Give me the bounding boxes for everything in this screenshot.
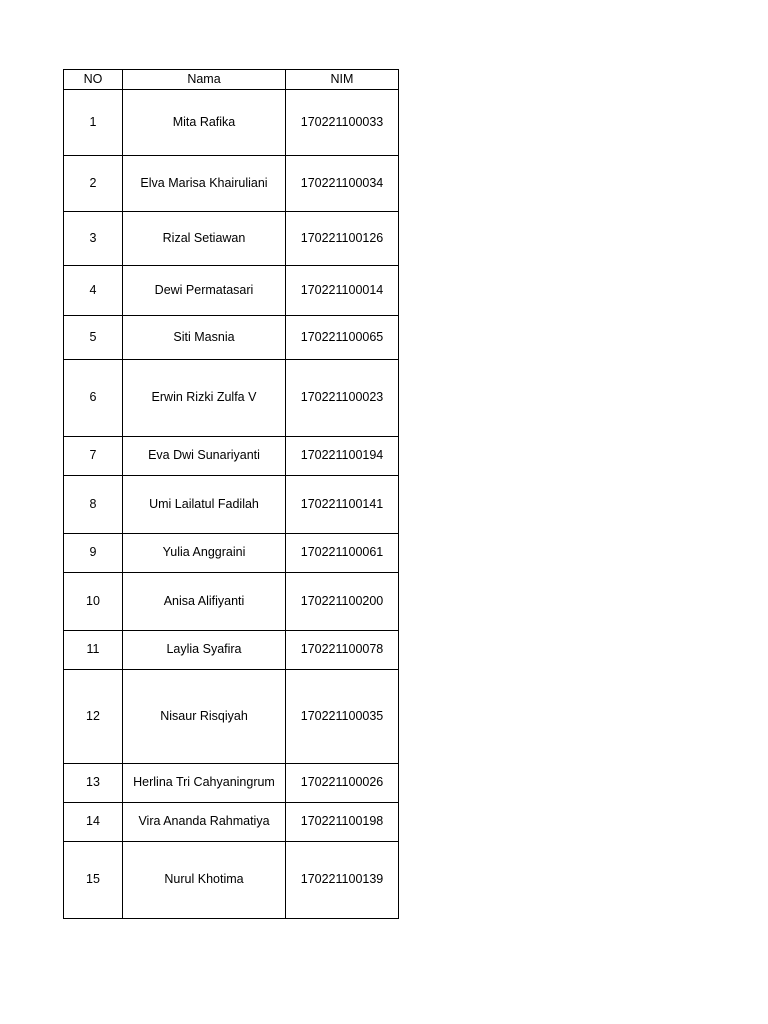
cell-nim: 170221100141 [286,476,399,534]
cell-nim: 170221100034 [286,156,399,212]
header-no: NO [64,70,123,90]
cell-no: 4 [64,266,123,316]
cell-nama: Herlina Tri Cahyaningrum [123,764,286,803]
cell-nama: Yulia Anggraini [123,534,286,573]
cell-nama: Laylia Syafira [123,631,286,670]
cell-no: 9 [64,534,123,573]
cell-nama: Anisa Alifiyanti [123,573,286,631]
table-row [64,266,399,316]
cell-nim: 170221100026 [286,764,399,803]
cell-nim: 170221100194 [286,437,399,476]
cell-nama: Dewi Permatasari [123,266,286,316]
cell-nama: Mita Rafika [123,90,286,156]
cell-nim: 170221100065 [286,316,399,360]
cell-no: 3 [64,212,123,266]
cell-no: 10 [64,573,123,631]
cell-no: 11 [64,631,123,670]
header-nim: NIM [286,70,399,90]
cell-nama: Siti Masnia [123,316,286,360]
cell-nama: Nurul Khotima [123,842,286,919]
table-row [64,212,399,266]
header-nama: Nama [123,70,286,90]
table-row [64,573,399,631]
table-row [64,764,399,803]
cell-no: 15 [64,842,123,919]
table-row [64,476,399,534]
cell-nim: 170221100033 [286,90,399,156]
cell-no: 2 [64,156,123,212]
cell-nim: 170221100035 [286,670,399,764]
table-row [64,360,399,437]
cell-nim: 170221100198 [286,803,399,842]
cell-nim: 170221100139 [286,842,399,919]
table-row [64,90,399,156]
cell-nim: 170221100061 [286,534,399,573]
table-row [64,670,399,764]
cell-nim: 170221100078 [286,631,399,670]
table-header-row [64,70,399,90]
table-row [64,842,399,919]
cell-nama: Rizal Setiawan [123,212,286,266]
student-table [63,69,399,919]
cell-no: 5 [64,316,123,360]
table-row [64,156,399,212]
cell-no: 7 [64,437,123,476]
cell-nama: Vira Ananda Rahmatiya [123,803,286,842]
cell-no: 14 [64,803,123,842]
cell-nim: 170221100200 [286,573,399,631]
cell-nim: 170221100126 [286,212,399,266]
table-row [64,437,399,476]
cell-no: 8 [64,476,123,534]
cell-nim: 170221100014 [286,266,399,316]
cell-nim: 170221100023 [286,360,399,437]
table-row [64,631,399,670]
cell-nama: Umi Lailatul Fadilah [123,476,286,534]
cell-nama: Elva Marisa Khairuliani [123,156,286,212]
table-row [64,534,399,573]
cell-nama: Eva Dwi Sunariyanti [123,437,286,476]
cell-no: 12 [64,670,123,764]
cell-no: 13 [64,764,123,803]
table-row [64,316,399,360]
cell-no: 6 [64,360,123,437]
table-row [64,803,399,842]
cell-no: 1 [64,90,123,156]
cell-nama: Nisaur Risqiyah [123,670,286,764]
cell-nama: Erwin Rizki Zulfa V [123,360,286,437]
